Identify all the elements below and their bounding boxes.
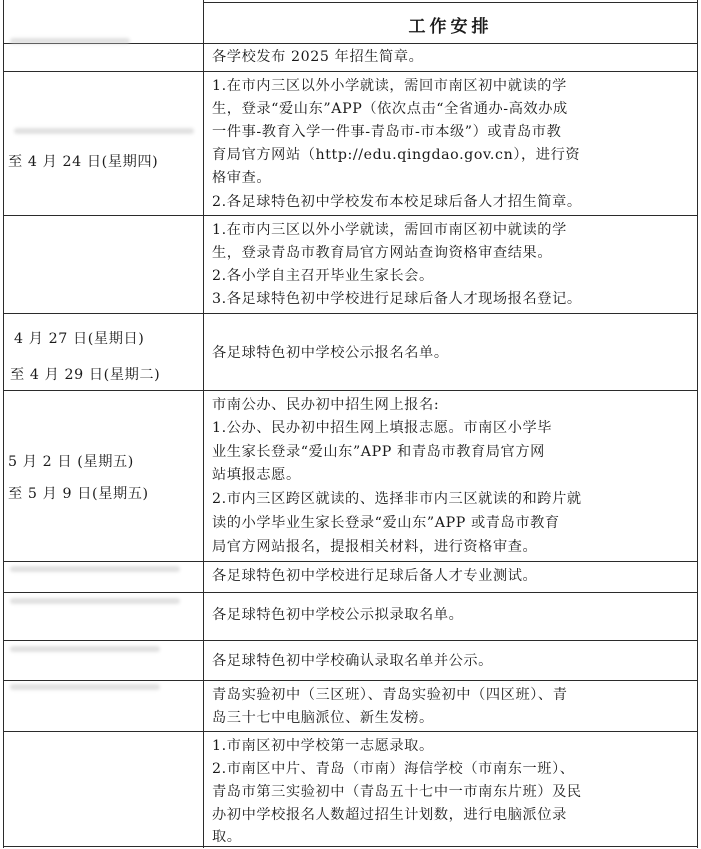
redacted-date-mark: [10, 38, 130, 44]
date-text: 至 5 月 9 日(星期五): [8, 486, 149, 502]
date-text: 至 4 月 24 日(星期四): [8, 154, 159, 170]
row-divider: [3, 640, 698, 641]
arrangement-text: 2.市内三区跨区就读的、选择非市内三区就读的和跨片就: [212, 491, 582, 507]
date-text: 至 4 月 29 日(星期二): [10, 367, 161, 383]
redacted-date-mark: [14, 128, 194, 134]
row-divider: [3, 731, 698, 732]
arrangement-text: 2.市南区中片、青岛（市南）海信学校（市南东一班）、: [212, 761, 575, 777]
table-border-right: [697, 0, 698, 848]
arrangement-text: 各足球特色初中学校确认录取名单并公示。: [212, 653, 493, 669]
arrangement-text: 青岛实验初中（三区班）、青岛实验初中（四区班）、青: [212, 687, 568, 703]
arrangement-text: 1.在市内三区以外小学就读，需回市南区初中就读的学: [212, 222, 567, 238]
row-divider: [3, 561, 698, 562]
arrangement-text: 市南公办、民办初中招生网上报名:: [212, 397, 440, 413]
column-header-work-arrangement: 工作安排: [408, 17, 493, 37]
row-divider: [3, 680, 698, 681]
arrangement-text: 办初中学校报名人数超过招生计划数，进行电脑派位录: [212, 807, 567, 823]
arrangement-text: 格审查。: [212, 170, 272, 186]
arrangement-text: 业生家长登录“爱山东”APP 和青岛市教育局官方网: [212, 444, 545, 460]
arrangement-text: 1.公办、民办初中招生网上填报志愿。市南区小学毕: [212, 420, 553, 436]
redacted-date-mark: [10, 646, 160, 652]
arrangement-text: 各学校发布 2025 年招生简章。: [212, 49, 424, 65]
arrangement-text: 2.各小学自主召开毕业生家长会。: [212, 268, 434, 284]
arrangement-text: 各足球特色初中学校公示拟录取名单。: [212, 607, 464, 623]
redacted-date-mark: [10, 598, 180, 604]
row-divider: [3, 215, 698, 216]
date-text: 4 月 27 日(星期日): [14, 331, 145, 347]
arrangement-text: 1.在市内三区以外小学就读，需回市南区初中就读的学: [212, 78, 567, 94]
arrangement-text: 读的小学毕业生家长登录“爱山东”APP 或青岛市教育: [212, 515, 560, 531]
arrangement-text: 局官方网站报名，提报相关材料，进行资格审查。: [212, 539, 538, 555]
arrangement-text: 取。: [212, 829, 242, 845]
arrangement-text: 1.市南区初中学校第一志愿录取。: [212, 738, 434, 754]
table-border-bottom: [3, 846, 698, 847]
arrangement-text: 3.各足球特色初中学校进行足球后备人才现场报名登记。: [212, 291, 582, 307]
row-divider: [3, 390, 698, 391]
redacted-date-mark: [10, 566, 180, 572]
table-border-left: [3, 0, 4, 848]
row-divider: [3, 71, 698, 72]
redacted-date-mark: [10, 684, 160, 690]
arrangement-text: 青岛市第三实验初中（青岛五十七中一市南东片班）及民: [212, 784, 582, 800]
arrangement-text: 站填报志愿。: [212, 467, 301, 483]
date-text: 5 月 2 日 (星期五): [8, 454, 134, 470]
row-divider: [3, 313, 698, 314]
arrangement-text: 育局官方网站（http://edu.qingdao.gov.cn），进行资: [212, 147, 581, 163]
table-border-top: [203, 2, 698, 3]
arrangement-text: 各足球特色初中学校公示报名名单。: [212, 345, 449, 361]
arrangement-text: 岛三十七中电脑派位、新生发榜。: [212, 710, 434, 726]
row-divider: [3, 592, 698, 593]
arrangement-text: 2.各足球特色初中学校发布本校足球后备人才招生简章。: [212, 194, 582, 210]
column-divider: [203, 0, 204, 848]
arrangement-text: 一件事-教育入学一件事-青岛市-市本级”）或青岛市教: [212, 124, 562, 140]
arrangement-text: 各足球特色初中学校进行足球后备人才专业测试。: [212, 568, 538, 584]
arrangement-text: 生，登录青岛市教育局官方网站查询资格审查结果。: [212, 245, 553, 261]
arrangement-text: 生，登录“爱山东”APP（依次点击“全省通办-高效办成: [212, 101, 568, 117]
